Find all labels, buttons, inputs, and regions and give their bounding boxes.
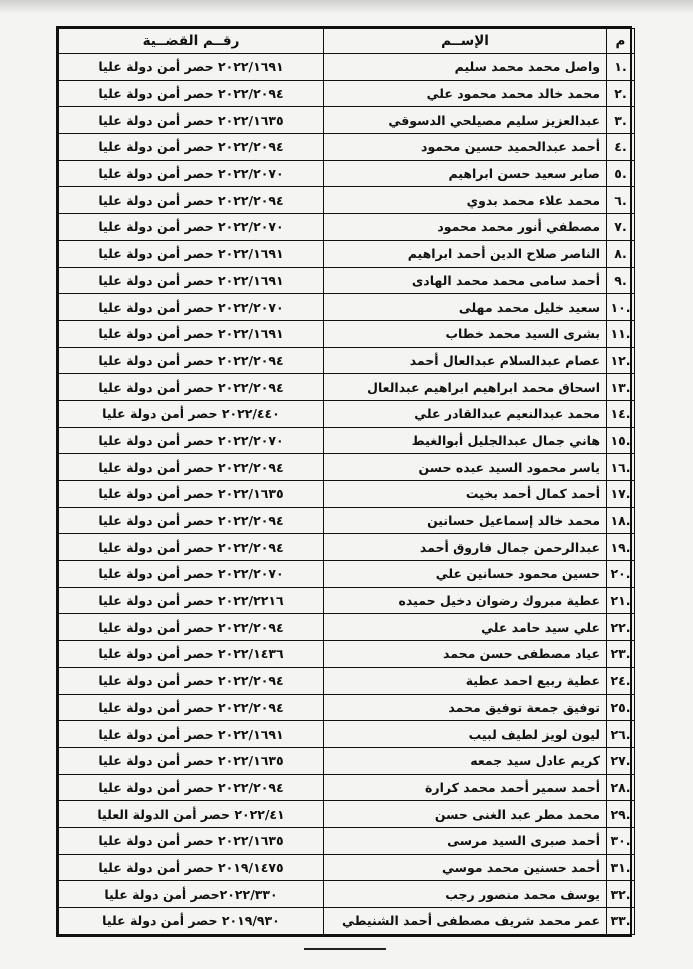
- row-number: .٢: [607, 80, 635, 107]
- person-name: محمد خالد إسماعيل حسانين: [324, 507, 607, 534]
- table-row: [59, 801, 635, 828]
- person-name: محمد علاء محمد بدوي: [324, 187, 607, 214]
- table-row: [59, 854, 635, 881]
- case-number: ٢٠٢٢/٢٠٧٠ حصر أمن دولة عليا: [59, 294, 324, 321]
- row-number: .١٤: [607, 400, 635, 427]
- case-number: ٢٠٢٢/٢٠٩٤ حصر أمن دولة عليا: [59, 694, 324, 721]
- header-name: الإســم: [324, 29, 607, 54]
- cropped-header-strip: [0, 0, 693, 14]
- table-row: [59, 134, 635, 161]
- table-row: [59, 534, 635, 561]
- table-row: [59, 721, 635, 748]
- row-number: .١١: [607, 320, 635, 347]
- case-number: ٢٠٢٢/٢٠٩٤ حصر أمن دولة عليا: [59, 507, 324, 534]
- person-name: محمد مطر عبد الغنى حسن: [324, 801, 607, 828]
- person-name: عصام عبدالسلام عبدالعال أحمد: [324, 347, 607, 374]
- case-number: ٢٠٢٢/١٦٩١ حصر أمن دولة عليا: [59, 721, 324, 748]
- case-number: ٢٠٢٢/٢٠٧٠ حصر أمن دولة عليا: [59, 427, 324, 454]
- person-name: أحمد صبرى السيد مرسى: [324, 827, 607, 854]
- table-row: [59, 587, 635, 614]
- person-name: هاني جمال عبدالجليل أبوالغيط: [324, 427, 607, 454]
- footer-divider: [304, 948, 386, 950]
- table-row: [59, 347, 635, 374]
- case-number: ٢٠٢٢/١٦٩١ حصر أمن دولة عليا: [59, 320, 324, 347]
- table-row: [59, 427, 635, 454]
- case-number: ٢٠٢٢/٤٤٠ حصر أمن دولة عليا: [59, 400, 324, 427]
- table-row: [59, 400, 635, 427]
- person-name: عطية ربيع احمد عطية: [324, 667, 607, 694]
- case-number: ٢٠٢٢/١٦٣٥ حصر أمن دولة عليا: [59, 481, 324, 508]
- table-row: [59, 294, 635, 321]
- row-number: .٢٠: [607, 561, 635, 588]
- table-row: [59, 481, 635, 508]
- case-number: ٢٠٢٢/١٦٩١ حصر أمن دولة عليا: [59, 267, 324, 294]
- person-name: أحمد سامى محمد محمد الهادى: [324, 267, 607, 294]
- person-name: كريم عادل سيد جمعه: [324, 747, 607, 774]
- person-name: اسحاق محمد ابراهيم ابراهيم عبدالعال: [324, 374, 607, 401]
- table-row: [59, 667, 635, 694]
- case-number: ٢٠٢٢/١٦٣٥ حصر أمن دولة عليا: [59, 747, 324, 774]
- row-number: .٢٤: [607, 667, 635, 694]
- person-name: عمر محمد شريف مصطفى أحمد الشنيطي: [324, 908, 607, 935]
- case-number: ٢٠٢٢/١٦٩١ حصر أمن دولة عليا: [59, 240, 324, 267]
- row-number: .١٥: [607, 427, 635, 454]
- person-name: ياسر محمود السيد عبده حسن: [324, 454, 607, 481]
- row-number: .١٦: [607, 454, 635, 481]
- person-name: عبدالرحمن جمال فاروق أحمد: [324, 534, 607, 561]
- person-name: أحمد حسنين محمد موسي: [324, 854, 607, 881]
- person-name: أحمد كمال أحمد بخيت: [324, 481, 607, 508]
- row-number: .٢١: [607, 587, 635, 614]
- row-number: .٢٥: [607, 694, 635, 721]
- case-number: ٢٠٢٢/٢٠٧٠ حصر أمن دولة عليا: [59, 214, 324, 241]
- person-name: أحمد سمير أحمد محمد كرارة: [324, 774, 607, 801]
- case-number: ٢٠٢٢/٢٠٩٤ حصر أمن دولة عليا: [59, 134, 324, 161]
- table-body: [59, 54, 635, 935]
- case-number: ٢٠٢٢/٢٠٩٤ حصر أمن دولة عليا: [59, 374, 324, 401]
- case-number: ٢٠٢٢/١٦٩١ حصر أمن دولة عليا: [59, 54, 324, 81]
- row-number: .١: [607, 54, 635, 81]
- person-name: علي سيد حامد علي: [324, 614, 607, 641]
- table-row: [59, 561, 635, 588]
- case-number: ٢٠٢٢/٢٠٩٤ حصر أمن دولة عليا: [59, 667, 324, 694]
- case-number: ٢٠٢٢/٢٠٩٤ حصر أمن دولة عليا: [59, 774, 324, 801]
- table-row: [59, 240, 635, 267]
- row-number: .٨: [607, 240, 635, 267]
- table-row: [59, 267, 635, 294]
- case-number: ٢٠٢٢/٢٠٩٤ حصر أمن دولة عليا: [59, 454, 324, 481]
- case-number: ٢٠٢٢/١٤٣٦ حصر أمن دولة عليا: [59, 641, 324, 668]
- person-name: ليون لويز لطيف لبيب: [324, 721, 607, 748]
- case-number: ٢٠١٩/١٤٧٥ حصر أمن دولة عليا: [59, 854, 324, 881]
- row-number: .١٧: [607, 481, 635, 508]
- person-name: حسين محمود حسانين علي: [324, 561, 607, 588]
- person-name: أحمد عبدالحميد حسين محمود: [324, 134, 607, 161]
- table-row: [59, 908, 635, 935]
- row-number: .٣١: [607, 854, 635, 881]
- case-table: [58, 28, 635, 935]
- person-name: الناصر صلاح الدين أحمد ابراهيم: [324, 240, 607, 267]
- person-name: محمد خالد محمد محمود علي: [324, 80, 607, 107]
- table-row: [59, 641, 635, 668]
- case-number: ٢٠٢٢/٢٠٩٤ حصر أمن دولة عليا: [59, 534, 324, 561]
- row-number: .٧: [607, 214, 635, 241]
- case-number: ٢٠٢٢/١٦٣٥ حصر أمن دولة عليا: [59, 827, 324, 854]
- table-header-row: [59, 29, 635, 54]
- row-number: .٥: [607, 160, 635, 187]
- row-number: .١٠: [607, 294, 635, 321]
- person-name: سعيد خليل محمد مهلى: [324, 294, 607, 321]
- person-name: صابر سعيد حسن ابراهيم: [324, 160, 607, 187]
- person-name: توفيق جمعة توفيق محمد: [324, 694, 607, 721]
- table-row: [59, 881, 635, 908]
- header-case-number: رقــم القضــية: [59, 29, 324, 54]
- case-number: ٢٠٢٢/٢٠٩٤ حصر أمن دولة عليا: [59, 614, 324, 641]
- row-number: .٢٦: [607, 721, 635, 748]
- row-number: .١٩: [607, 534, 635, 561]
- row-number: .٤: [607, 134, 635, 161]
- row-number: .١٨: [607, 507, 635, 534]
- row-number: .٦: [607, 187, 635, 214]
- person-name: مصطفي أنور محمد محمود: [324, 214, 607, 241]
- row-number: .٢٢: [607, 614, 635, 641]
- table-row: [59, 80, 635, 107]
- table-row: [59, 507, 635, 534]
- person-name: بشرى السيد محمد خطاب: [324, 320, 607, 347]
- row-number: .٣: [607, 107, 635, 134]
- row-number: .٢٩: [607, 801, 635, 828]
- table-row: [59, 187, 635, 214]
- table-row: [59, 747, 635, 774]
- case-number: ٢٠٢٢/٤١ حصر أمن الدولة العليا: [59, 801, 324, 828]
- row-number: .١٢: [607, 347, 635, 374]
- row-number: .٩: [607, 267, 635, 294]
- row-number: .٢٨: [607, 774, 635, 801]
- person-name: عياد مصطفى حسن محمد: [324, 641, 607, 668]
- case-number: ٢٠٢٢/١٦٣٥ حصر أمن دولة عليا: [59, 107, 324, 134]
- person-name: يوسف محمد منصور رجب: [324, 881, 607, 908]
- table-row: [59, 774, 635, 801]
- case-number: ٢٠١٩/٩٣٠ حصر أمن دولة عليا: [59, 908, 324, 935]
- header-number: م: [607, 29, 635, 54]
- table-row: [59, 614, 635, 641]
- person-name: محمد عبدالنعيم عبدالقادر علي: [324, 400, 607, 427]
- case-number: ٢٠٢٢/٢٠٩٤ حصر أمن دولة عليا: [59, 80, 324, 107]
- table-row: [59, 827, 635, 854]
- row-number: .٣٢: [607, 881, 635, 908]
- table-row: [59, 320, 635, 347]
- table-row: [59, 374, 635, 401]
- table-row: [59, 214, 635, 241]
- case-number: ٢٠٢٢/٢٢١٦ حصر أمن دولة عليا: [59, 587, 324, 614]
- row-number: .٢٣: [607, 641, 635, 668]
- table-row: [59, 694, 635, 721]
- person-name: عطية مبروك رضوان دخيل حميده: [324, 587, 607, 614]
- person-name: واصل محمد محمد سليم: [324, 54, 607, 81]
- row-number: .١٣: [607, 374, 635, 401]
- table-row: [59, 160, 635, 187]
- table-row: [59, 107, 635, 134]
- case-number: ٢٠٢٢/٢٠٧٠ حصر أمن دولة عليا: [59, 160, 324, 187]
- table-row: [59, 454, 635, 481]
- row-number: .٣٠: [607, 827, 635, 854]
- row-number: .٢٧: [607, 747, 635, 774]
- row-number: .٣٣: [607, 908, 635, 935]
- case-number: ٢٠٢٢/٢٠٩٤ حصر أمن دولة عليا: [59, 347, 324, 374]
- case-list-document: [56, 26, 632, 937]
- case-number: ٢٠٢٢/٢٠٩٤ حصر أمن دولة عليا: [59, 187, 324, 214]
- case-number: ٢٠٢٢/٢٠٧٠ حصر أمن دولة عليا: [59, 561, 324, 588]
- case-number: ٢٠٢٢/٣٣٠حصر أمن دولة عليا: [59, 881, 324, 908]
- table-row: [59, 54, 635, 81]
- person-name: عبدالعزيز سليم مصيلحي الدسوقي: [324, 107, 607, 134]
